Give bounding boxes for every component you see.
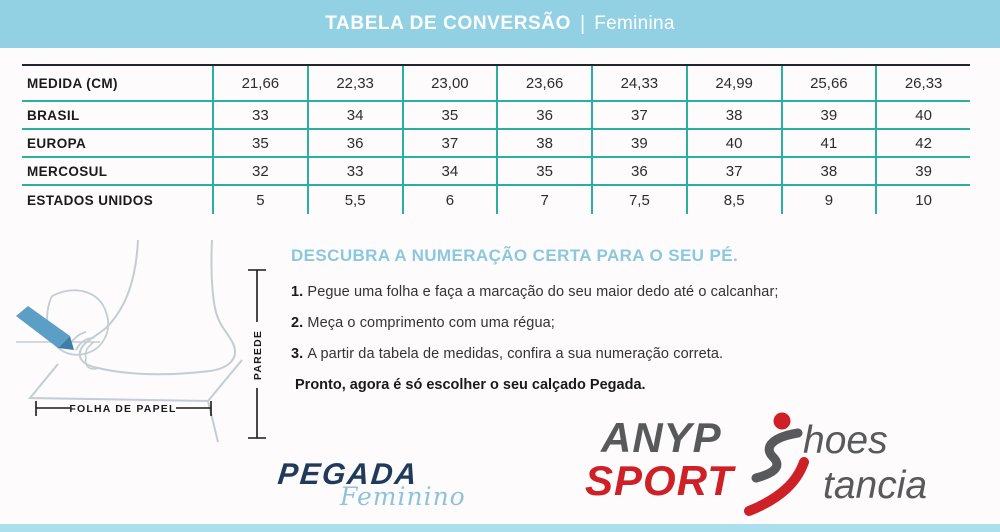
page-header xyxy=(0,0,1000,48)
instruction-steps xyxy=(291,284,961,362)
foot-measurement-drawing xyxy=(6,238,282,450)
size-value-cell: 38 xyxy=(686,102,781,128)
instructions-closing: Pronto, agora é só escolher o seu calçado Pegada. xyxy=(295,377,646,393)
size-value-cell: 35 xyxy=(212,130,307,156)
size-value-cell: 23,00 xyxy=(402,66,497,100)
size-value-cell: 24,33 xyxy=(591,66,686,100)
size-value-cell: 5 xyxy=(212,186,307,214)
size-value-cell: 24,99 xyxy=(686,66,781,100)
pegada-wordmark: PEGADA xyxy=(276,458,421,491)
row-label: MEDIDA (CM) xyxy=(27,75,118,91)
step-number: 2. xyxy=(291,315,308,331)
size-value-cell: 41 xyxy=(781,130,876,156)
size-value-cell: 37 xyxy=(591,102,686,128)
size-value-cell: 36 xyxy=(307,130,402,156)
size-value-cell: 39 xyxy=(591,130,686,156)
size-value-cell: 26,33 xyxy=(875,66,970,100)
anypshoes-sportancia-logo xyxy=(585,412,990,522)
instructions-section xyxy=(291,246,961,393)
size-value-cell: 6 xyxy=(402,186,497,214)
pencil-icon xyxy=(16,306,74,350)
page-subtitle: Feminina xyxy=(594,13,675,34)
row-label: EUROPA xyxy=(27,135,87,151)
size-value-cell: 34 xyxy=(307,102,402,128)
size-value-cell: 36 xyxy=(591,158,686,184)
size-value-cell: 36 xyxy=(496,102,591,128)
table-row xyxy=(22,158,970,186)
step-number: 3. xyxy=(291,346,308,362)
size-value-cell: 23,66 xyxy=(496,66,591,100)
size-value-cell: 10 xyxy=(875,186,970,214)
table-row xyxy=(22,186,970,214)
running-figure-icon xyxy=(741,410,813,520)
size-conversion-table xyxy=(22,64,970,214)
size-value-cell: 38 xyxy=(496,130,591,156)
sport-text: SPORT xyxy=(585,457,734,504)
instruction-step: 1. Pegue uma folha e faça a marcação do seu maior dedo até o calcanhar; xyxy=(291,284,779,300)
size-value-cell: 32 xyxy=(212,158,307,184)
bottom-accent-strip xyxy=(0,524,1000,532)
size-value-cell: 35 xyxy=(496,158,591,184)
size-value-cell: 37 xyxy=(402,130,497,156)
row-label: MERCOSUL xyxy=(27,163,108,179)
instructions-heading: DESCUBRA A NUMERAÇÃO CERTA PARA O SEU PÉ. xyxy=(291,246,739,265)
foot-measurement-illustration xyxy=(6,238,282,450)
size-value-cell: 40 xyxy=(875,102,970,128)
paper-label: FOLHA DE PAPEL xyxy=(69,403,177,415)
size-value-cell: 33 xyxy=(307,158,402,184)
size-value-cell: 39 xyxy=(781,102,876,128)
page-title: TABELA DE CONVERSÃO xyxy=(325,13,571,34)
tancia-text: tancia xyxy=(823,464,928,507)
table-row xyxy=(22,102,970,130)
size-value-cell: 22,33 xyxy=(307,66,402,100)
instruction-step: 2. Meça o comprimento com uma régua; xyxy=(291,315,555,331)
size-value-cell: 25,66 xyxy=(781,66,876,100)
size-value-cell: 5,5 xyxy=(307,186,402,214)
size-value-cell: 34 xyxy=(402,158,497,184)
foot-outline xyxy=(80,240,235,374)
size-value-cell: 35 xyxy=(402,102,497,128)
size-value-cell: 8,5 xyxy=(686,186,781,214)
size-value-cell: 38 xyxy=(781,158,876,184)
hoes-text: hoes xyxy=(803,419,888,462)
size-value-cell: 33 xyxy=(212,102,307,128)
size-value-cell: 39 xyxy=(875,158,970,184)
anyp-text: ANYP xyxy=(601,414,722,461)
title-separator: | xyxy=(580,12,586,35)
size-value-cell: 9 xyxy=(781,186,876,214)
table-row xyxy=(22,66,970,102)
table-row xyxy=(22,130,970,158)
size-value-cell: 7 xyxy=(496,186,591,214)
row-label: BRASIL xyxy=(27,107,80,123)
size-value-cell: 21,66 xyxy=(212,66,307,100)
size-value-cell: 7,5 xyxy=(591,186,686,214)
pegada-logo xyxy=(278,458,538,522)
pegada-feminino-script: Feminino xyxy=(340,482,466,511)
instruction-step: 3. A partir da tabela de medidas, confira a sua numeração correta. xyxy=(291,346,724,362)
row-label: ESTADOS UNIDOS xyxy=(27,192,154,208)
size-value-cell: 40 xyxy=(686,130,781,156)
wall-label: PAREDE xyxy=(252,329,264,381)
size-value-cell: 42 xyxy=(875,130,970,156)
size-value-cell: 37 xyxy=(686,158,781,184)
step-number: 1. xyxy=(291,284,308,300)
